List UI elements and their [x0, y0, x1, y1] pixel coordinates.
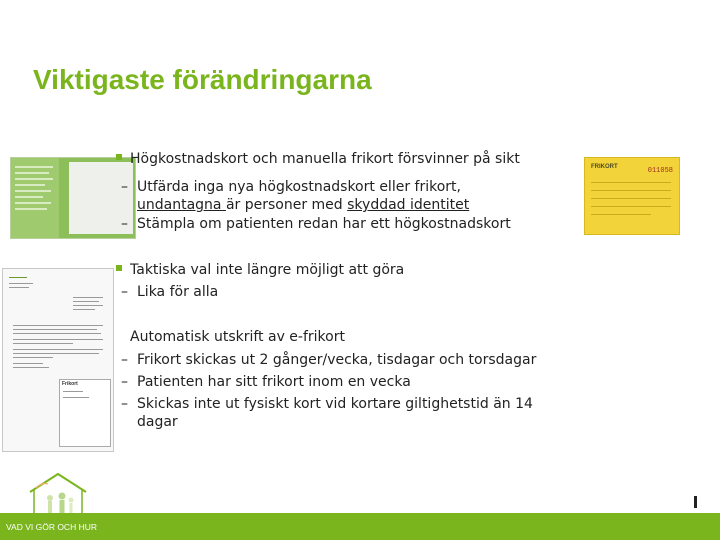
- sub-item-utfarda: – Utfärda inga nya högkostnadskort eller frikort, undantagna är personer med skyddad identitet: [121, 179, 470, 213]
- frikort-card-number: 011058: [647, 167, 673, 175]
- list-item-automatisk-utskrift: Automatisk utskrift av e-frikort: [130, 329, 345, 345]
- frikort-card-header: FRIKORT: [591, 164, 618, 170]
- e-frikort-letter-image: [2, 268, 114, 452]
- list-item-taktiska-val: Taktiska val inte längre möjligt att göra: [116, 261, 404, 279]
- bullet-marker: [116, 265, 122, 271]
- sub-item-skickas-inte: – Skickas inte ut fysiskt kort vid kortare giltighetstid än 14 dagar: [121, 396, 533, 430]
- slide-title: Viktigaste förändringarna: [33, 64, 372, 95]
- letter-frikort-label: Frikort: [62, 381, 78, 387]
- list-item-hogkostnadskort: Högkostnadskort och manuella frikort försvinner på sikt: [116, 150, 520, 168]
- sub-item-patienten-har: – Patienten har sitt frikort inom en vecka: [121, 374, 411, 390]
- frikort-card-image: [584, 157, 680, 235]
- footer-text: VAD VI GÖR OCH HUR: [6, 522, 97, 532]
- footer-bar: [0, 513, 720, 540]
- logo-icon: [24, 470, 92, 516]
- sub-item-frikort-skickas: – Frikort skickas ut 2 gånger/vecka, tisdagar och torsdagar: [121, 352, 537, 368]
- bullet-marker: [116, 154, 122, 160]
- slide-marker: [694, 496, 697, 508]
- sub-item-stampla: – Stämpla om patienten redan har ett högkostnadskort: [121, 216, 511, 232]
- hogkostnadskort-image: [10, 157, 136, 239]
- sub-item-lika-for-alla: – Lika för alla: [121, 284, 219, 300]
